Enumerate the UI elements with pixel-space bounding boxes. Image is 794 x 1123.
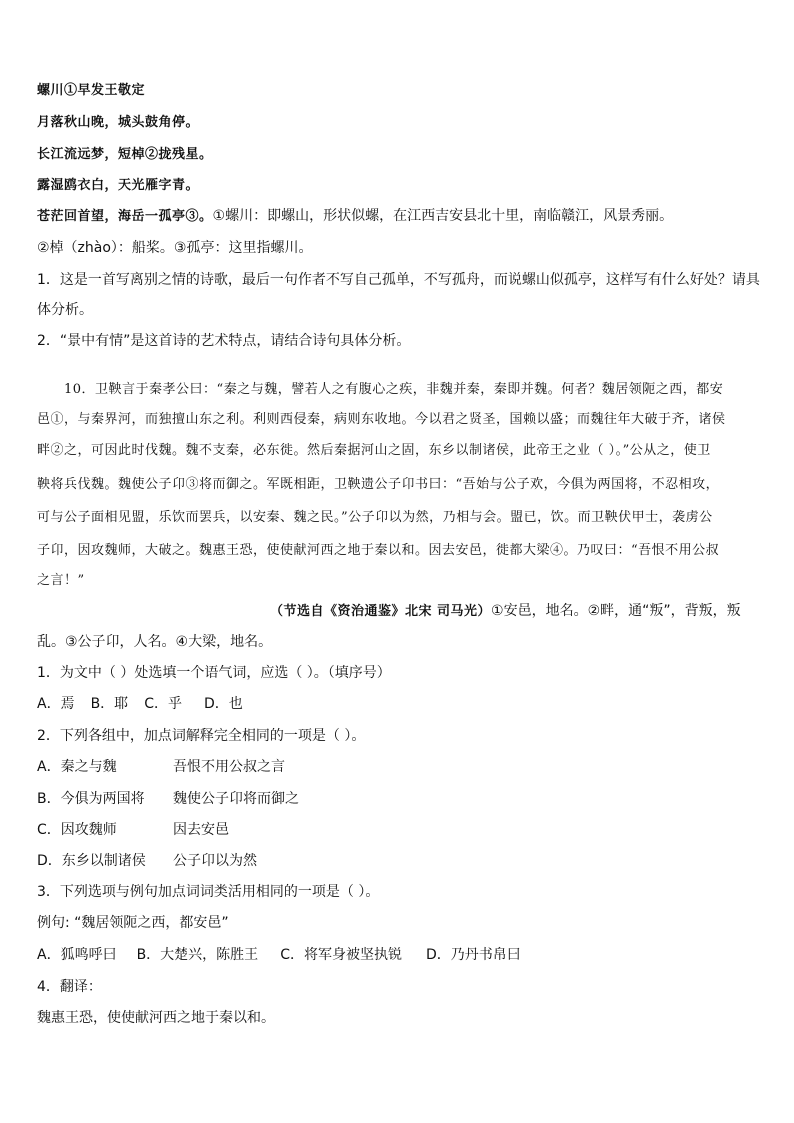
passage-line: 之言！” [37, 573, 85, 588]
passage-notes: ①安邑，地名。②畔，通“叛”，背叛，叛 [491, 603, 741, 619]
option: D．东乡以制诸侯 [37, 853, 146, 869]
poem-line: 月落秋山晚，城头鼓角停。 [37, 115, 200, 130]
option: B．大楚兴，陈胜王 [136, 947, 259, 963]
poem-title: 螺川①早发王敬定 [37, 83, 146, 98]
passage-line: 子卬，因攻魏师，大破之。魏惠王恐，使使献河西之地于秦以和。因去安邑，徙都大梁④。乃叹曰：“吾恨不用公叔 [37, 543, 720, 558]
question-text: 2．“景中有情”是这首诗的艺术特点，请结合诗句具体分析。 [37, 333, 411, 349]
poem-line: 苍茫回首望，海岳一孤亭③。 [37, 209, 213, 224]
q2-option-row [37, 820, 229, 840]
passage-line: 邑①，与秦界河，而独擅山东之利。利则西侵秦，病则东收地。今以君之贤圣，国赖以盛；而魏往年大破于齐，诸侯 [37, 412, 726, 427]
poem-note: ①螺川：即螺山，形状似螺，在江西吉安县北十里，南临赣江，风景秀丽。 [212, 208, 674, 224]
option-pair: 因去安邑 [173, 822, 229, 838]
poem-line: 露湿鸥衣白，天光雁字青。 [37, 178, 200, 193]
q2-option-row [37, 851, 257, 871]
passage-line: 可与公子面相见盟，乐饮而罢兵，以安秦、魏之民。”公子卬以为然，乃相与会。盟已，饮。而卫鞅伏甲士，袭虏公 [37, 510, 713, 525]
question-text: 1．为文中（ ）处选填一个语气词，应选（ ）。（填序号） [37, 665, 391, 681]
question-text: 2．下列各组中，加点词解释完全相同的一项是（ ）。 [37, 728, 366, 744]
q2-option-row [37, 789, 299, 809]
option: D．也 [203, 696, 243, 712]
poem-note: ②棹（zhào）：船桨。③孤亭：这里指螺川。 [37, 240, 313, 256]
option: C．将军身被坚执锐 [280, 947, 402, 963]
option: A．焉 [37, 696, 75, 712]
option: D．乃丹书帛曰 [425, 947, 521, 963]
option: B．耶 [90, 696, 129, 712]
option: C．因攻魏师 [37, 822, 117, 838]
option: A．狐鸣呼曰 [37, 947, 117, 963]
q1-options [37, 694, 243, 714]
option: A．秦之与魏 [37, 759, 117, 775]
poem-line: 长江流远梦，短棹②拢残星。 [37, 147, 213, 162]
q3-options [37, 945, 521, 965]
passage-source-line [270, 601, 741, 622]
question-text: 体分析。 [37, 302, 93, 318]
passage-line: 10．卫鞅言于秦孝公曰：“秦之与魏，譬若人之有腹心之疾，非魏并秦，秦即并魏。何者？魏居领阨之西，都安 [64, 382, 724, 397]
passage-line: 鞅将兵伐魏。魏使公子卬③将而御之。军既相距，卫鞅遗公子卬书曰：“吾始与公子欢，今俱为两国将，不忍相攻， [37, 477, 720, 492]
option-pair: 公子卬以为然 [173, 853, 257, 869]
example-sentence: 例句: “魏居领阨之西，都安邑” [37, 915, 229, 931]
question-text: 4．翻译： [37, 979, 102, 995]
passage-line: 畔②之，可因此时伐魏。魏不支秦，必东徙。然后秦据河山之固，东乡以制诸侯，此帝王之业（ ）。”公从之，使卫 [37, 443, 711, 458]
option: B．今俱为两国将 [37, 791, 145, 807]
poem-last-line-with-note [37, 206, 673, 227]
question-text: 3．下列选项与例句加点词词类活用相同的一项是（ ）。 [37, 884, 380, 900]
option: C．乎 [144, 696, 182, 712]
question-text: 1．这是一首写离别之情的诗歌，最后一句作者不写自己孤单，不写孤舟，而说螺山似孤亭，这样写有什么好处？请具 [37, 272, 760, 288]
translation-sentence: 魏惠王恐，使使献河西之地于秦以和。 [37, 1010, 275, 1026]
option-pair: 魏使公子卬将而御之 [173, 791, 299, 807]
passage-notes: 乱。③公子卬，人名。④大梁，地名。 [37, 634, 273, 650]
passage-source: （节选自《资治通鉴》北宋 司马光） [270, 604, 492, 619]
option-pair: 吾恨不用公叔之言 [173, 759, 285, 775]
q2-option-row [37, 757, 285, 777]
